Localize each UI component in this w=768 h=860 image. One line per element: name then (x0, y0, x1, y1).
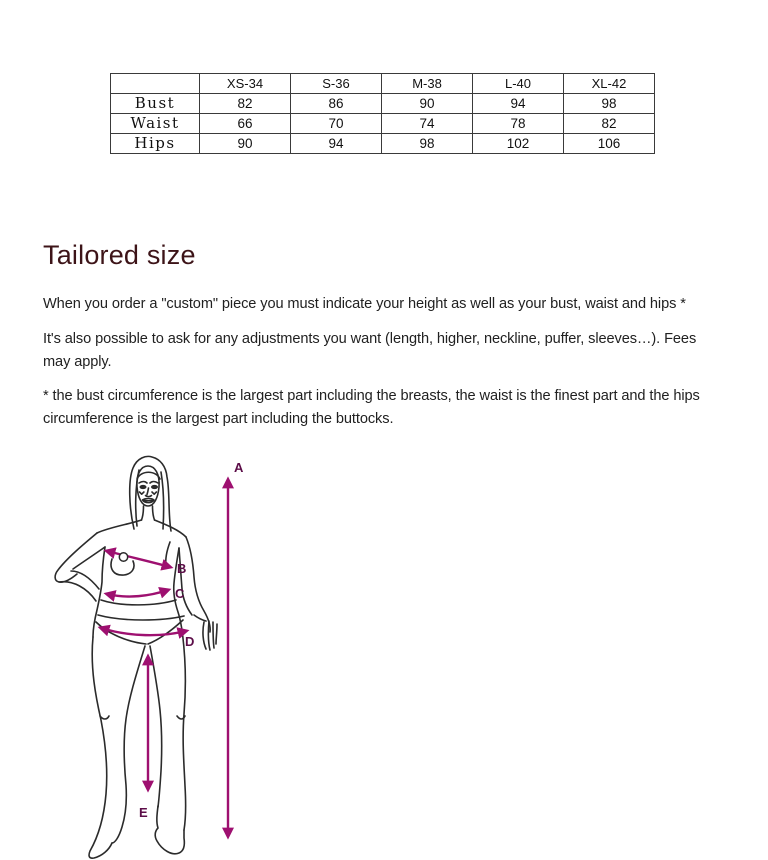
foot-right (155, 806, 184, 854)
column-header: XS-34 (200, 74, 291, 94)
table-corner-cell (111, 74, 200, 94)
table-row-bust (111, 94, 655, 114)
page-title: Tailored size (43, 240, 196, 270)
inseam-label: E (139, 805, 148, 820)
size-cell: 94 (473, 94, 564, 114)
size-cell: 102 (473, 134, 564, 154)
measurement-arrows (101, 480, 228, 836)
cheek-mark-right (152, 492, 156, 494)
hair-strand-right (161, 472, 164, 529)
row-label: Hips (111, 134, 200, 154)
armpit-right (166, 542, 170, 566)
cheek-mark-left (140, 492, 144, 494)
eyebrow-right (150, 482, 158, 484)
lips (143, 499, 155, 503)
size-cell: 86 (291, 94, 382, 114)
bust-arrow (107, 551, 170, 567)
leg-left-outer (89, 637, 112, 858)
size-cell: 82 (200, 94, 291, 114)
size-cell: 94 (291, 134, 382, 154)
arm-left-forearm-low (59, 582, 96, 601)
height-label: A (234, 460, 244, 475)
woman-outline-drawing (55, 456, 217, 858)
size-cell: 70 (291, 114, 382, 134)
column-header: XL-42 (564, 74, 655, 94)
eye-right (152, 485, 158, 488)
column-header: S-36 (291, 74, 382, 94)
nose (146, 488, 152, 497)
column-header: M-38 (382, 74, 473, 94)
table-row-hips (111, 134, 655, 154)
eyebrow-left (139, 482, 147, 484)
size-chart-table (110, 73, 655, 154)
size-cell: 78 (473, 114, 564, 134)
size-cell: 90 (382, 94, 473, 114)
size-cell: 66 (200, 114, 291, 134)
shoulder-left (97, 520, 142, 533)
paragraph-measure-note: * the bust circumference is the largest part including the breasts, the waist is the finest part and the hips circumference is the largest part including the buttocks. (43, 388, 700, 427)
size-cell: 82 (564, 114, 655, 134)
eye-left (140, 485, 146, 488)
torso-left (93, 547, 105, 637)
bust-point-marker (119, 553, 127, 561)
size-cell: 98 (382, 134, 473, 154)
size-cell: 90 (200, 134, 291, 154)
hips-label: D (185, 634, 195, 649)
table-header-row (111, 74, 655, 94)
arm-right-inner (179, 548, 192, 615)
paragraph-custom-order: When you order a "custom" piece you must indicate your height as well as your bust, waist and hips * (43, 296, 686, 312)
arm-left-forearm-top (71, 571, 99, 589)
bust-label: B (177, 561, 187, 576)
neck (142, 506, 155, 520)
wrist-line (194, 615, 206, 621)
row-label: Bust (111, 94, 200, 114)
leg-right-outer (182, 630, 186, 830)
waist-label: C (175, 586, 185, 601)
bikini-waistband (98, 615, 184, 620)
belly-line (101, 600, 176, 605)
table-row-waist (111, 114, 655, 134)
column-header: L-40 (473, 74, 564, 94)
leg-right-inner (150, 646, 162, 807)
size-cell: 74 (382, 114, 473, 134)
paragraph-adjustments: It's also possible to ask for any adjustments you want (length, higher, neckline, puffer, sleeves…). Fees may apply. (43, 331, 697, 370)
size-cell: 98 (564, 94, 655, 114)
measurement-figure (40, 448, 276, 860)
row-label: Waist (111, 114, 200, 134)
size-cell: 106 (564, 134, 655, 154)
waist-arrow (107, 590, 168, 597)
